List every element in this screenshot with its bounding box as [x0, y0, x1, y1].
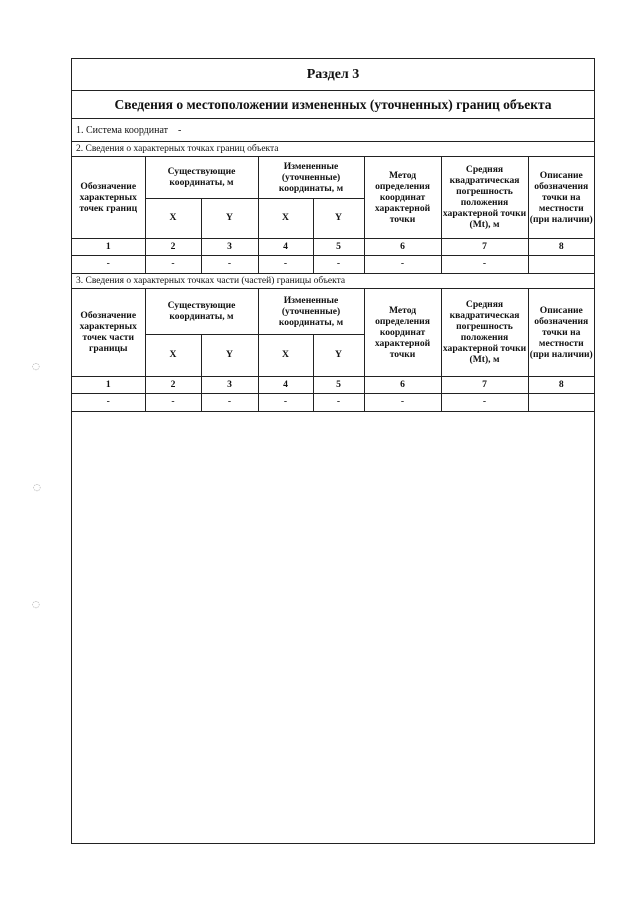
header-y-changed: Y — [313, 334, 364, 376]
table-cell: - — [364, 255, 441, 273]
column-number: 1 — [72, 376, 145, 393]
column-number: 7 — [441, 376, 528, 393]
table-cell — [528, 255, 594, 273]
table-cell: - — [258, 393, 313, 411]
table-cell: - — [313, 393, 364, 411]
table-cell: - — [72, 255, 145, 273]
table-cell: - — [441, 393, 528, 411]
header-error: Средняя квадратическая погрешность положения характерной точки (Mt), м — [441, 157, 528, 238]
header-existing-coords: Существующие координаты, м — [145, 289, 258, 334]
header-method: Метод определения координат характерной точки — [364, 289, 441, 376]
column-number: 1 — [72, 238, 145, 255]
section-2-label: 2. Сведения о характерных точках границ объекта — [72, 142, 594, 157]
header-y-existing: Y — [201, 198, 258, 238]
section-3-label: 3. Сведения о характерных точках части (частей) границы объекта — [72, 273, 594, 289]
table-cell: - — [72, 393, 145, 411]
column-number: 6 — [364, 238, 441, 255]
table-cell — [528, 393, 594, 411]
header-designation: Обозначение характерных точек части границы — [72, 289, 145, 376]
table-cell: - — [145, 255, 201, 273]
column-number: 6 — [364, 376, 441, 393]
table-cell: - — [201, 393, 258, 411]
header-changed-coords: Измененные (уточненные) координаты, м — [258, 289, 364, 334]
header-description: Описание обозначения точки на местности (при наличии) — [528, 157, 594, 238]
column-number: 7 — [441, 238, 528, 255]
column-numbers-row — [72, 238, 594, 255]
points-table — [72, 157, 594, 274]
column-number: 5 — [313, 238, 364, 255]
column-number: 4 — [258, 238, 313, 255]
column-number: 2 — [145, 238, 201, 255]
header-description: Описание обозначения точки на местности (при наличии) — [528, 289, 594, 376]
column-number: 5 — [313, 376, 364, 393]
section-title: Раздел 3 — [72, 59, 594, 91]
scan-mark: ◌ — [32, 362, 40, 372]
column-number: 2 — [145, 376, 201, 393]
coord-system-line — [72, 119, 594, 142]
scan-mark: ◌ — [32, 600, 40, 610]
header-designation: Обозначение характерных точек границ — [72, 157, 145, 238]
header-y-existing: Y — [201, 334, 258, 376]
table-cell: - — [258, 255, 313, 273]
part-points-table — [72, 289, 594, 412]
scan-mark: ◌ — [33, 483, 41, 493]
column-number: 3 — [201, 238, 258, 255]
table-cell: - — [441, 255, 528, 273]
header-x-existing: X — [145, 198, 201, 238]
coord-system-label: 1. Система координат — [76, 124, 169, 136]
main-title: Сведения о местоположении измененных (уточненных) границ объекта — [72, 91, 594, 119]
column-number: 8 — [528, 376, 594, 393]
header-error: Средняя квадратическая погрешность положения характерной точки (Mt), м — [441, 289, 528, 376]
header-existing-coords: Существующие координаты, м — [145, 157, 258, 198]
column-number: 3 — [201, 376, 258, 393]
table-cell: - — [145, 393, 201, 411]
header-method: Метод определения координат характерной точки — [364, 157, 441, 238]
table-cell: - — [364, 393, 441, 411]
table-row — [72, 255, 594, 273]
table-cell: - — [313, 255, 364, 273]
column-number: 8 — [528, 238, 594, 255]
table-row — [72, 393, 594, 411]
header-x-existing: X — [145, 334, 201, 376]
coord-system-value: - — [178, 124, 182, 136]
header-y-changed: Y — [313, 198, 364, 238]
header-x-changed: X — [258, 198, 313, 238]
table-cell: - — [201, 255, 258, 273]
column-number: 4 — [258, 376, 313, 393]
column-numbers-row — [72, 376, 594, 393]
header-changed-coords: Измененные (уточненные) координаты, м — [258, 157, 364, 198]
document-frame — [71, 58, 595, 844]
header-x-changed: X — [258, 334, 313, 376]
